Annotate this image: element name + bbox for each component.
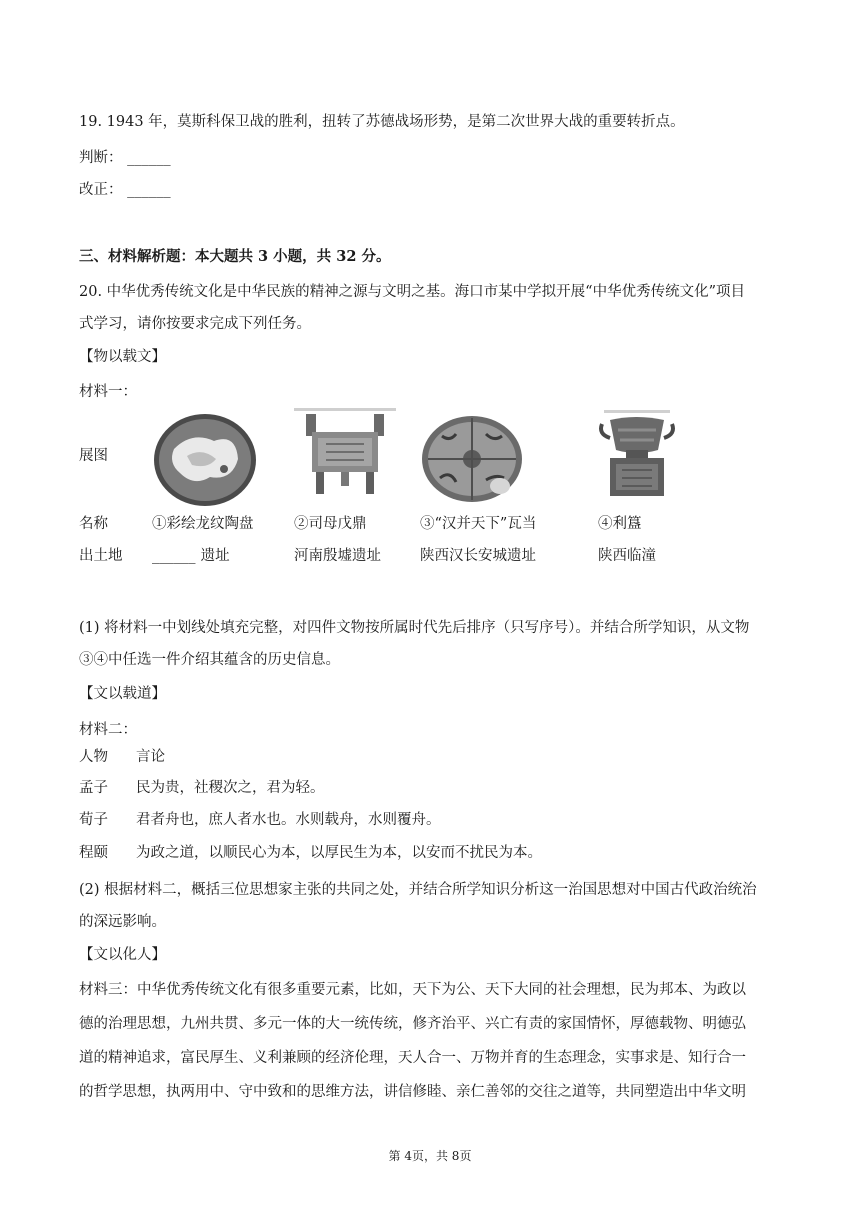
- part3-heading: 【文以化人】: [79, 947, 166, 963]
- artifact-3-name: ③“汉并天下”瓦当: [420, 516, 537, 532]
- table2-row-quote: 君者舟也，庶人者水也。水则载舟，水则覆舟。: [136, 812, 441, 828]
- artifact-3-site: 陕西汉长安城遗址: [420, 548, 536, 564]
- material3-line: 的哲学思想，执两用中、守中致和的思维方法，讲信修睦、亲仁善邻的交往之道等，共同塑造出中华文明: [79, 1084, 746, 1100]
- han-roof-tile-end-icon: [420, 414, 524, 508]
- row-label-image: 展图: [79, 448, 108, 464]
- li-gui-icon: [598, 410, 676, 502]
- artifact-1-name: ①彩绘龙纹陶盘: [152, 516, 254, 532]
- material2-label: 材料二：: [79, 722, 137, 738]
- artifact-4-name: ④利簋: [598, 516, 642, 532]
- subq2-line2: 的深远影响。: [79, 914, 166, 930]
- subq1-line2: ③④中任选一件介绍其蕴含的历史信息。: [79, 652, 340, 668]
- page-footer: 第 4页，共 8页: [388, 1149, 472, 1163]
- row-label-site: 出土地: [79, 548, 123, 564]
- table2-row-quote: 民为贵，社稷次之，君为轻。: [136, 780, 325, 796]
- q19-text: 19. 1943 年，莫斯科保卫战的胜利，扭转了苏德战场形势，是第二次世界大战的重要转折点。: [79, 114, 685, 130]
- table2-row-person: 荀子: [79, 812, 108, 828]
- q19-correct: [79, 180, 171, 200]
- table2-row-person: 孟子: [79, 780, 108, 796]
- artifact-2-name: ②司母戊鼎: [294, 516, 367, 532]
- painted-pottery-plate-icon: [152, 411, 258, 513]
- table2-row-person: 程颐: [79, 845, 108, 861]
- correct-blank[interactable]: ______: [127, 182, 171, 198]
- judge-label: 判断：: [79, 150, 123, 166]
- subq2-line1: (2) 根据材料二，概括三位思想家主张的共同之处，并结合所学知识分析这一治国思想对中国古代政治统治: [79, 882, 757, 898]
- part2-heading: 【文以载道】: [79, 686, 166, 702]
- part1-heading: 【物以载文】: [79, 349, 166, 365]
- q20-intro-line1: 20. 中华优秀传统文化是中华民族的精神之源与文明之基。海口市某中学拟开展“中华优秀传统文化”项目: [79, 284, 745, 300]
- table2-header-quote: 言论: [136, 749, 165, 765]
- simuwu-ding-icon: [292, 406, 398, 502]
- q20-intro-line2: 式学习，请你按要求完成下列任务。: [79, 316, 311, 332]
- judge-blank[interactable]: ______: [127, 150, 171, 166]
- section-title: 三、材料解析题：本大题共 3 小题，共 32 分。: [79, 248, 391, 265]
- material1-label: 材料一：: [79, 384, 137, 400]
- subq1-line1: (1) 将材料一中划线处填充完整，对四件文物按所属时代先后排序（只写序号）。并结合所学知识，从文物: [79, 620, 750, 636]
- q19-judge: [79, 148, 171, 168]
- artifact-1-site: [152, 546, 230, 566]
- table2-header-person: 人物: [79, 749, 108, 765]
- site-suffix: 遗址: [200, 548, 230, 564]
- site-blank[interactable]: ______: [152, 548, 196, 564]
- material3-line: 道的精神追求，富民厚生、义利兼顾的经济伦理，天人合一、万物并育的生态理念，实事求是、知行合一: [79, 1050, 746, 1066]
- correct-label: 改正：: [79, 182, 123, 198]
- material3-line: 材料三：中华优秀传统文化有很多重要元素，比如，天下为公、天下大同的社会理想，民为邦本、为政以: [79, 982, 746, 998]
- table2-row-quote: 为政之道，以顺民心为本，以厚民生为本，以安而不扰民为本。: [136, 845, 542, 861]
- row-label-name: 名称: [79, 516, 108, 532]
- artifact-2-site: 河南殷墟遗址: [294, 548, 381, 564]
- artifact-4-site: 陕西临潼: [598, 548, 656, 564]
- material3-line: 德的治理思想，九州共贯、多元一体的大一统传统，修齐治平、兴亡有责的家国情怀，厚德载物、明德弘: [79, 1016, 746, 1032]
